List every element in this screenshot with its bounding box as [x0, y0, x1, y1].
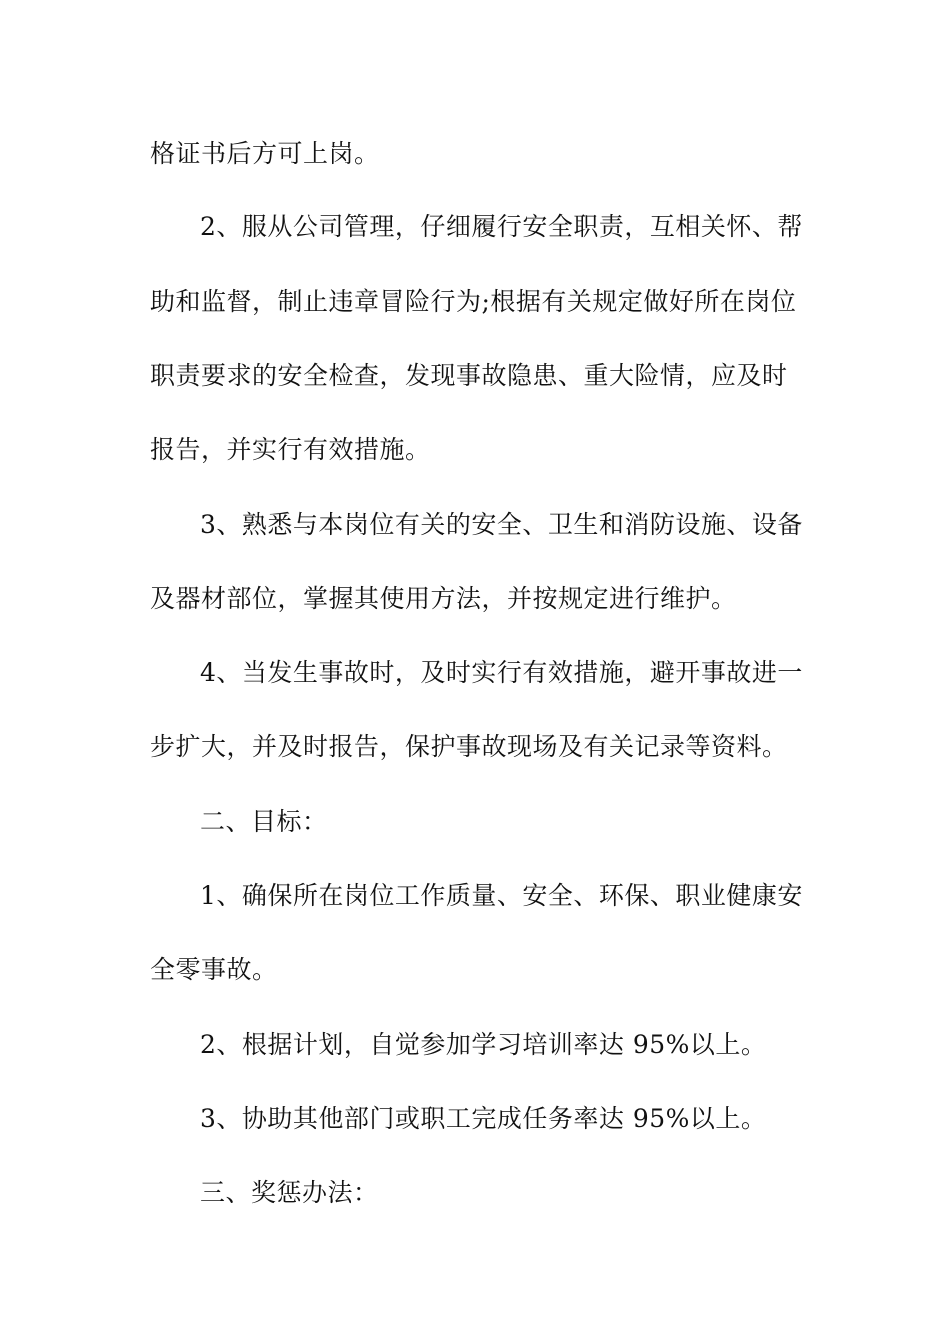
target-item-2: 2、根据计划，自觉参加学习培训率达 95%以上。: [200, 1030, 767, 1059]
target-item-1: 1、确保所在岗位工作质量、安全、环保、职业健康安: [200, 881, 803, 910]
section-heading-targets: 二、目标：: [200, 807, 328, 836]
section-heading-rewards: 三、奖惩办法：: [200, 1178, 379, 1207]
paragraph-item-4: 4、当发生事故时，及时实行有效措施，避开事故进一: [200, 658, 803, 687]
paragraph-item-2: 2、服从公司管理，仔细履行安全职责，互相关怀、帮: [200, 212, 803, 241]
target-item-3: 3、协助其他部门或职工完成任务率达 95%以上。: [200, 1104, 767, 1133]
text-line: 助和监督，制止违章冒险行为;根据有关规定做好所在岗位: [150, 287, 797, 316]
text-line-continuation: 格证书后方可上岗。: [150, 139, 380, 168]
text-line: 步扩大，并及时报告，保护事故现场及有关记录等资料。: [150, 732, 788, 761]
text-line: 及器材部位，掌握其使用方法，并按规定进行维护。: [150, 584, 737, 613]
paragraph-item-3: 3、熟悉与本岗位有关的安全、卫生和消防设施、设备: [200, 510, 803, 539]
text-line: 职责要求的安全检查，发现事故隐患、重大险情，应及时: [150, 361, 788, 390]
text-line: 报告，并实行有效措施。: [150, 435, 431, 464]
text-line: 全零事故。: [150, 955, 278, 984]
